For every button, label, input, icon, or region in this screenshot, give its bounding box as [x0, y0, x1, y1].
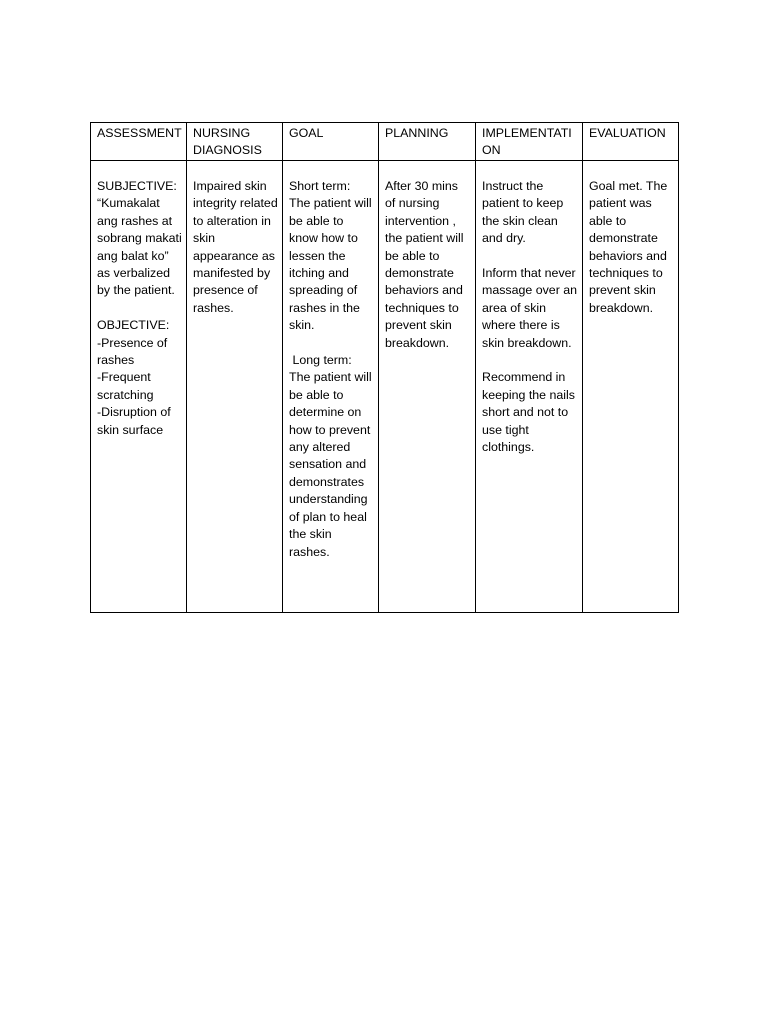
- spacer: [482, 248, 578, 265]
- header-assessment-label: ASSESSMENT: [97, 126, 182, 140]
- subjective-text: “Kumakalat ang rashes at sobrang makati ang balat ko” as verbalized by the patient.: [97, 196, 182, 298]
- planning-text: After 30 mins of nursing intervention , the patient will be able to demonstrate behaviors and techniques to prevent skin breakdown.: [385, 179, 464, 350]
- nursing-diagnosis-cell: [187, 161, 283, 613]
- header-goal: [283, 123, 379, 161]
- objective-label: OBJECTIVE:: [97, 318, 170, 333]
- header-goal-label: GOAL: [289, 126, 324, 140]
- header-evaluation-label: EVALUATION: [589, 126, 666, 140]
- header-assessment: [91, 123, 187, 161]
- objective-item: -Presence of rashes: [97, 335, 168, 368]
- header-row: [91, 123, 679, 161]
- header-planning-label: PLANNING: [385, 126, 449, 140]
- spacer: [482, 352, 578, 369]
- implementation-cell: [476, 161, 583, 613]
- assessment-cell: [91, 161, 187, 613]
- implementation-item: Recommend in keeping the nails short and not to use tight clothings.: [482, 370, 575, 455]
- long-term-text: The patient will be able to determine on how to prevent any altered sensation and demonstrates understanding of plan to heal the skin rashes.: [289, 370, 372, 559]
- goal-cell: [283, 161, 379, 613]
- long-term-label: Long term:: [289, 353, 352, 368]
- header-nursing-diagnosis-label: NURSING DIAGNOSIS: [193, 126, 262, 158]
- short-term-label: Short term:: [289, 179, 351, 193]
- evaluation-cell: [583, 161, 679, 613]
- short-term-text: The patient will be able to know how to lessen the itching and spreading of rashes in the skin.: [289, 196, 372, 333]
- header-implementation-label: IMPLEMENTATI ON: [482, 126, 572, 158]
- header-planning: [379, 123, 476, 161]
- header-implementation: [476, 123, 583, 161]
- spacer: [97, 300, 182, 317]
- planning-cell: [379, 161, 476, 613]
- nursing-care-plan-table: [90, 122, 679, 613]
- implementation-item: Inform that never massage over an area of skin where there is skin breakdown.: [482, 266, 578, 350]
- evaluation-text: Goal met. The patient was able to demonstrate behaviors and techniques to prevent skin breakdown.: [589, 179, 668, 315]
- objective-item: -Disruption of skin surface: [97, 405, 171, 437]
- content-row: [91, 161, 679, 613]
- spacer: [289, 335, 374, 352]
- nursing-diagnosis-text: Impaired skin integrity related to alteration in skin appearance as manifested by presence of rashes.: [193, 179, 278, 315]
- header-nursing-diagnosis: [187, 123, 283, 161]
- header-evaluation: [583, 123, 679, 161]
- subjective-label: SUBJECTIVE:: [97, 179, 177, 193]
- objective-item: -Frequent scratching: [97, 370, 154, 402]
- implementation-item: Instruct the patient to keep the skin clean and dry.: [482, 179, 564, 246]
